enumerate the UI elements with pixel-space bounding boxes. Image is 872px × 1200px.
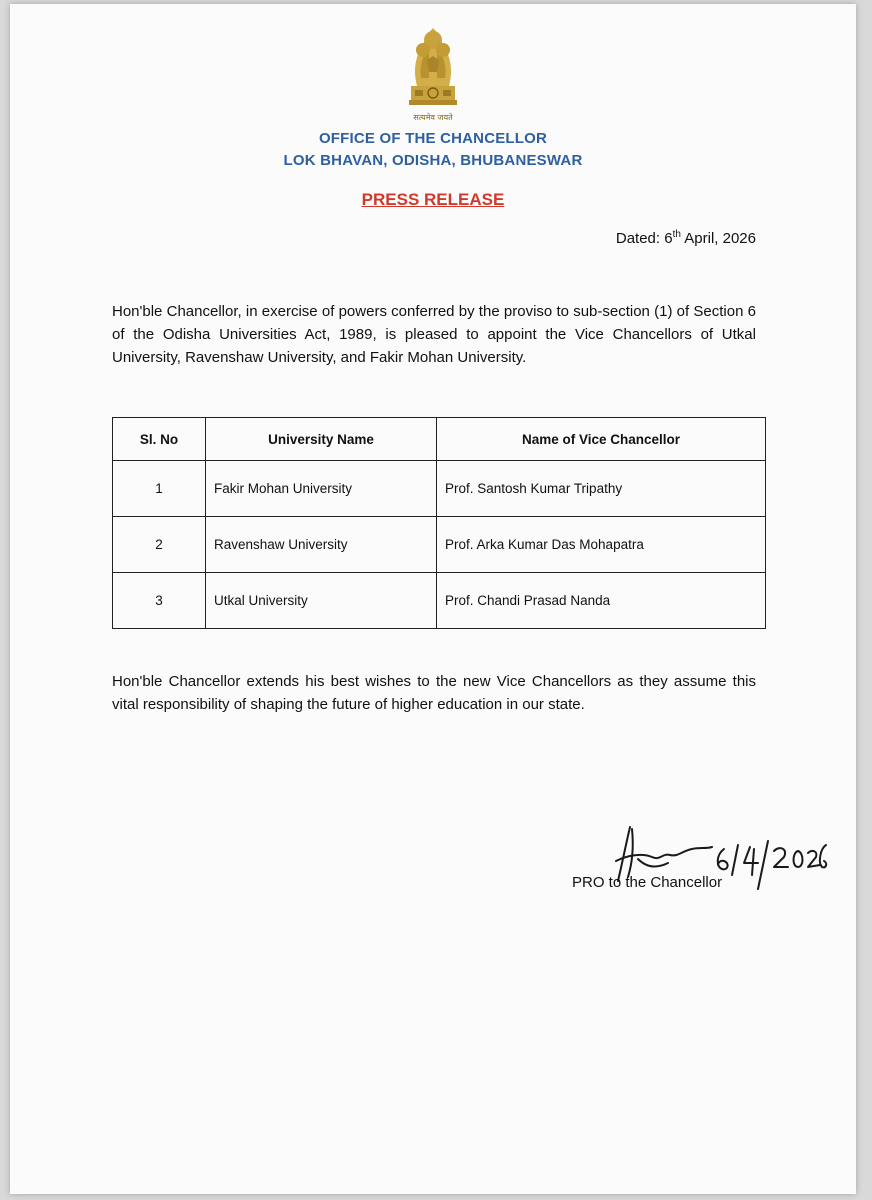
emblem-motto: सत्यमेव जयते <box>413 113 453 122</box>
row-vice-chancellor: Prof. Chandi Prasad Nanda <box>437 573 766 629</box>
press-release-title: PRESS RELEASE <box>361 190 505 209</box>
vice-chancellor-table <box>112 417 766 629</box>
best-wishes-paragraph: Hon'ble Chancellor extends his best wishes to the new Vice Chancellors as they assume this vital responsibility of shaping the future of higher education in our state. <box>112 673 756 713</box>
press-release-page <box>10 4 856 1194</box>
row-sl-no: 1 <box>113 461 206 517</box>
row-university: Ravenshaw University <box>206 517 437 573</box>
date-prefix: Dated: 6 <box>615 230 673 247</box>
date-rest: April, 2026 <box>680 230 756 247</box>
header-sl-no: Sl. No <box>113 418 206 461</box>
office-title: OFFICE OF THE CHANCELLOR <box>318 130 548 147</box>
row-university: Fakir Mohan University <box>206 461 437 517</box>
header-vice-chancellor: Name of Vice Chancellor <box>437 418 766 461</box>
row-vice-chancellor: Prof. Arka Kumar Das Mohapatra <box>437 517 766 573</box>
signatory-designation: PRO to the Chancellor <box>572 874 723 891</box>
row-vice-chancellor: Prof. Santosh Kumar Tripathy <box>437 461 766 517</box>
table-row <box>113 517 766 573</box>
date-ordinal: th <box>672 229 681 240</box>
row-sl-no: 2 <box>113 517 206 573</box>
release-date <box>616 229 756 247</box>
appointment-paragraph: Hon'ble Chancellor, in exercise of powers conferred by the proviso to sub-section (1) of Section 6 of the Odisha Universities Act, 1989, is pleased to appoint the Vice Chancellors of Utkal University, Ravenshaw University, and Fakir Mohan University. <box>112 303 756 366</box>
table-row <box>113 573 766 629</box>
row-sl-no: 3 <box>113 573 206 629</box>
table-header-row <box>113 418 766 461</box>
office-address: LOK BHAVAN, ODISHA, BHUBANESWAR <box>283 152 583 169</box>
national-emblem-icon <box>403 16 463 126</box>
header-university: University Name <box>206 418 437 461</box>
table-row <box>113 461 766 517</box>
row-university: Utkal University <box>206 573 437 629</box>
